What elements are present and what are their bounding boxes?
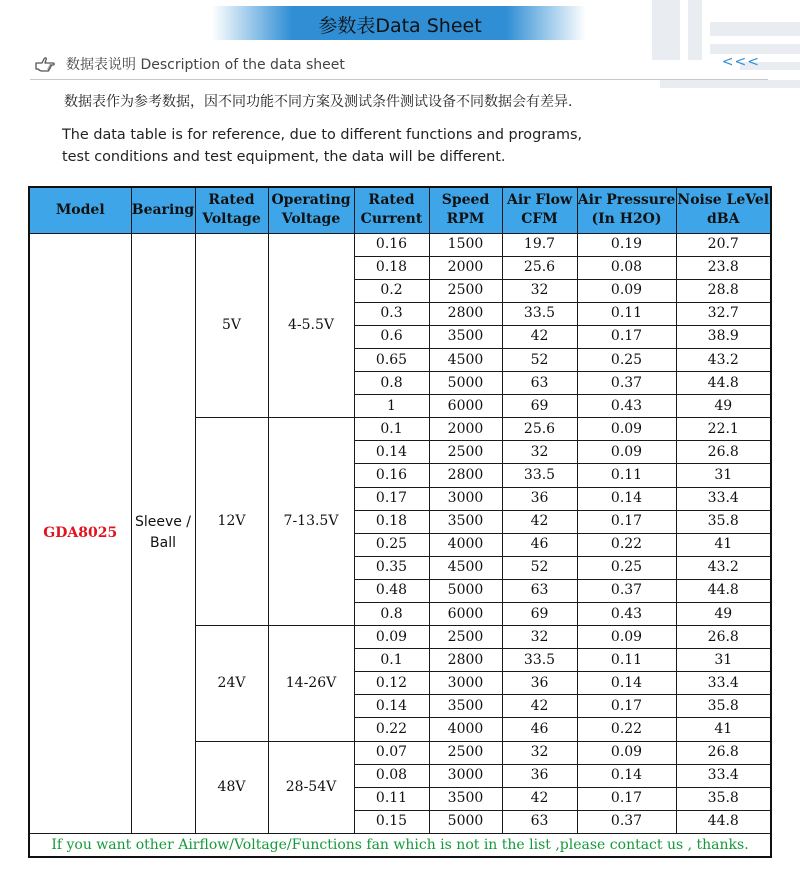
air-flow-cell: 63 — [502, 579, 577, 602]
air-pressure-cell: 0.11 — [577, 649, 676, 672]
rated-current-cell: 0.16 — [354, 233, 429, 256]
rated-current-cell: 0.09 — [354, 626, 429, 649]
speed-cell: 5000 — [429, 372, 502, 395]
noise-level-cell: 43.2 — [676, 556, 771, 579]
column-header-text: Voltage — [281, 211, 341, 228]
air-pressure-cell: 0.22 — [577, 718, 676, 741]
column-header-text: dBA — [707, 211, 740, 228]
speed-cell: 4500 — [429, 348, 502, 371]
column-header-air-flow — [502, 187, 577, 233]
air-pressure-cell: 0.43 — [577, 603, 676, 626]
operating-voltage-cell: 7-13.5V — [268, 418, 354, 626]
table-row — [29, 233, 771, 256]
footer-note: If you want other Airflow/Voltage/Functions fan which is not in the list ,please contact us , thanks. — [29, 833, 771, 857]
noise-level-cell: 32.7 — [676, 302, 771, 325]
intro-english — [62, 124, 702, 168]
column-header-text: (In H2O) — [591, 211, 662, 228]
rated-current-cell: 0.3 — [354, 302, 429, 325]
air-pressure-cell: 0.11 — [577, 302, 676, 325]
chevron-left-icon: <<< — [721, 54, 760, 70]
noise-level-cell: 33.4 — [676, 764, 771, 787]
rated-current-cell: 0.11 — [354, 787, 429, 810]
rated-current-cell: 0.6 — [354, 325, 429, 348]
speed-cell: 2800 — [429, 464, 502, 487]
title-band — [0, 6, 800, 40]
air-pressure-cell: 0.37 — [577, 579, 676, 602]
air-flow-cell: 32 — [502, 741, 577, 764]
rated-current-cell: 0.2 — [354, 279, 429, 302]
noise-level-cell: 28.8 — [676, 279, 771, 302]
air-flow-cell: 32 — [502, 279, 577, 302]
column-header-speed — [429, 187, 502, 233]
air-flow-cell: 63 — [502, 810, 577, 833]
air-flow-cell: 19.7 — [502, 233, 577, 256]
speed-cell: 3000 — [429, 764, 502, 787]
air-flow-cell: 36 — [502, 764, 577, 787]
air-pressure-cell: 0.25 — [577, 556, 676, 579]
speed-cell: 3000 — [429, 487, 502, 510]
air-pressure-cell: 0.09 — [577, 279, 676, 302]
speed-cell: 2500 — [429, 741, 502, 764]
air-flow-cell: 36 — [502, 672, 577, 695]
air-pressure-cell: 0.19 — [577, 233, 676, 256]
rated-current-cell: 0.18 — [354, 256, 429, 279]
air-flow-cell: 33.5 — [502, 464, 577, 487]
air-pressure-cell: 0.08 — [577, 256, 676, 279]
rated-current-cell: 0.35 — [354, 556, 429, 579]
air-pressure-cell: 0.43 — [577, 395, 676, 418]
noise-level-cell: 41 — [676, 533, 771, 556]
column-header-text: Air Pressure — [577, 192, 676, 209]
rated-current-cell: 0.22 — [354, 718, 429, 741]
speed-cell: 3500 — [429, 325, 502, 348]
air-flow-cell: 52 — [502, 348, 577, 371]
rated-current-cell: 0.8 — [354, 603, 429, 626]
divider — [30, 79, 768, 80]
speed-cell: 2000 — [429, 418, 502, 441]
rated-current-cell: 0.25 — [354, 533, 429, 556]
air-pressure-cell: 0.17 — [577, 695, 676, 718]
speed-cell: 2500 — [429, 279, 502, 302]
speed-cell: 4000 — [429, 533, 502, 556]
model-cell: GDA8025 — [29, 233, 131, 833]
noise-level-cell: 31 — [676, 464, 771, 487]
noise-level-cell: 26.8 — [676, 741, 771, 764]
rated-voltage-cell: 24V — [195, 626, 268, 741]
column-header-operating-voltage — [268, 187, 354, 233]
air-flow-cell: 46 — [502, 533, 577, 556]
speed-cell: 4000 — [429, 718, 502, 741]
speed-cell: 2500 — [429, 626, 502, 649]
air-flow-cell: 46 — [502, 718, 577, 741]
column-header-text: CFM — [521, 211, 558, 228]
rated-current-cell: 0.1 — [354, 418, 429, 441]
air-flow-cell: 25.6 — [502, 256, 577, 279]
air-flow-cell: 69 — [502, 603, 577, 626]
section-label: 数据表说明 Description of the data sheet — [66, 57, 345, 73]
operating-voltage-cell: 14-26V — [268, 626, 354, 741]
intro-english-line-1: The data table is for reference, due to different functions and programs, — [62, 127, 583, 143]
speed-cell: 6000 — [429, 603, 502, 626]
noise-level-cell: 33.4 — [676, 487, 771, 510]
speed-cell: 6000 — [429, 395, 502, 418]
noise-level-cell: 35.8 — [676, 695, 771, 718]
rated-current-cell: 1 — [354, 395, 429, 418]
rated-current-cell: 0.16 — [354, 464, 429, 487]
noise-level-cell: 49 — [676, 395, 771, 418]
column-header-text: Model — [55, 201, 105, 218]
noise-level-cell: 43.2 — [676, 348, 771, 371]
noise-level-cell: 31 — [676, 649, 771, 672]
air-flow-cell: 32 — [502, 441, 577, 464]
rated-current-cell: 0.15 — [354, 810, 429, 833]
rated-current-cell: 0.07 — [354, 741, 429, 764]
speed-cell: 1500 — [429, 233, 502, 256]
section-header — [30, 52, 768, 76]
page-title: 参数表Data Sheet — [318, 15, 482, 37]
column-header-text: Voltage — [202, 211, 261, 228]
air-flow-cell: 42 — [502, 510, 577, 533]
rated-current-cell: 0.12 — [354, 672, 429, 695]
speed-cell: 3000 — [429, 672, 502, 695]
noise-level-cell: 38.9 — [676, 325, 771, 348]
column-header-text: Noise LeVel — [677, 192, 770, 209]
intro-english-line-2: test conditions and test equipment, the data will be different. — [62, 149, 506, 165]
noise-level-cell: 23.8 — [676, 256, 771, 279]
column-header-rated-voltage — [195, 187, 268, 233]
column-header-text: Current — [360, 211, 423, 228]
air-flow-cell: 42 — [502, 787, 577, 810]
speed-cell: 3500 — [429, 695, 502, 718]
noise-level-cell: 44.8 — [676, 372, 771, 395]
rated-voltage-cell: 12V — [195, 418, 268, 626]
air-flow-cell: 36 — [502, 487, 577, 510]
rated-current-cell: 0.48 — [354, 579, 429, 602]
speed-cell: 2500 — [429, 441, 502, 464]
pointing-hand-icon — [34, 54, 56, 74]
air-pressure-cell: 0.09 — [577, 441, 676, 464]
air-pressure-cell: 0.14 — [577, 764, 676, 787]
noise-level-cell: 44.8 — [676, 810, 771, 833]
air-flow-cell: 63 — [502, 372, 577, 395]
air-flow-cell: 25.6 — [502, 418, 577, 441]
air-pressure-cell: 0.37 — [577, 372, 676, 395]
column-header-text: RPM — [446, 211, 485, 228]
air-pressure-cell: 0.14 — [577, 487, 676, 510]
column-header-model — [29, 187, 131, 233]
column-header-bearing — [131, 187, 195, 233]
rated-current-cell: 0.14 — [354, 695, 429, 718]
noise-level-cell: 26.8 — [676, 626, 771, 649]
noise-level-cell: 35.8 — [676, 787, 771, 810]
operating-voltage-cell: 4-5.5V — [268, 233, 354, 418]
air-pressure-cell: 0.09 — [577, 626, 676, 649]
noise-level-cell: 41 — [676, 718, 771, 741]
air-pressure-cell: 0.25 — [577, 348, 676, 371]
air-flow-cell: 33.5 — [502, 302, 577, 325]
air-flow-cell: 69 — [502, 395, 577, 418]
data-sheet-table — [28, 186, 772, 858]
air-pressure-cell: 0.09 — [577, 741, 676, 764]
column-header-text: Rated — [208, 192, 255, 209]
air-flow-cell: 32 — [502, 626, 577, 649]
air-pressure-cell: 0.22 — [577, 533, 676, 556]
rated-current-cell: 0.8 — [354, 372, 429, 395]
table-footer-row — [29, 833, 771, 857]
speed-cell: 2800 — [429, 649, 502, 672]
bearing-cell — [131, 233, 195, 833]
air-pressure-cell: 0.11 — [577, 464, 676, 487]
air-flow-cell: 33.5 — [502, 649, 577, 672]
rated-voltage-cell: 5V — [195, 233, 268, 418]
rated-current-cell: 0.1 — [354, 649, 429, 672]
air-pressure-cell: 0.09 — [577, 418, 676, 441]
column-header-text: Operating — [271, 192, 351, 209]
rated-current-cell: 0.18 — [354, 510, 429, 533]
speed-cell: 5000 — [429, 579, 502, 602]
speed-cell: 3500 — [429, 787, 502, 810]
air-pressure-cell: 0.17 — [577, 787, 676, 810]
data-sheet-table-wrap — [28, 186, 772, 858]
bearing-line: Sleeve / — [134, 514, 192, 531]
column-header-text: Rated — [368, 192, 415, 209]
speed-cell: 4500 — [429, 556, 502, 579]
speed-cell: 5000 — [429, 810, 502, 833]
column-header-text: Air Flow — [506, 192, 573, 209]
noise-level-cell: 44.8 — [676, 579, 771, 602]
rated-voltage-cell: 48V — [195, 741, 268, 833]
air-pressure-cell: 0.37 — [577, 810, 676, 833]
air-pressure-cell: 0.14 — [577, 672, 676, 695]
column-header-air-pressure — [577, 187, 676, 233]
column-header-text: Speed — [441, 192, 490, 209]
noise-level-cell: 26.8 — [676, 441, 771, 464]
noise-level-cell: 20.7 — [676, 233, 771, 256]
speed-cell: 3500 — [429, 510, 502, 533]
column-header-noise-level — [676, 187, 771, 233]
rated-current-cell: 0.65 — [354, 348, 429, 371]
intro-chinese: 数据表作为参考数据，因不同功能不同方案及测试条件测试设备不同数据会有差异. — [64, 94, 573, 110]
noise-level-cell: 49 — [676, 603, 771, 626]
bearing-line: Ball — [150, 535, 176, 552]
air-flow-cell: 52 — [502, 556, 577, 579]
speed-cell: 2800 — [429, 302, 502, 325]
noise-level-cell: 33.4 — [676, 672, 771, 695]
column-header-rated-current — [354, 187, 429, 233]
rated-current-cell: 0.17 — [354, 487, 429, 510]
column-header-text: Bearing — [131, 201, 195, 218]
rated-current-cell: 0.14 — [354, 441, 429, 464]
noise-level-cell: 35.8 — [676, 510, 771, 533]
operating-voltage-cell: 28-54V — [268, 741, 354, 833]
rated-current-cell: 0.08 — [354, 764, 429, 787]
table-header-row — [29, 187, 771, 233]
air-pressure-cell: 0.17 — [577, 325, 676, 348]
air-flow-cell: 42 — [502, 695, 577, 718]
air-pressure-cell: 0.17 — [577, 510, 676, 533]
speed-cell: 2000 — [429, 256, 502, 279]
noise-level-cell: 22.1 — [676, 418, 771, 441]
air-flow-cell: 42 — [502, 325, 577, 348]
